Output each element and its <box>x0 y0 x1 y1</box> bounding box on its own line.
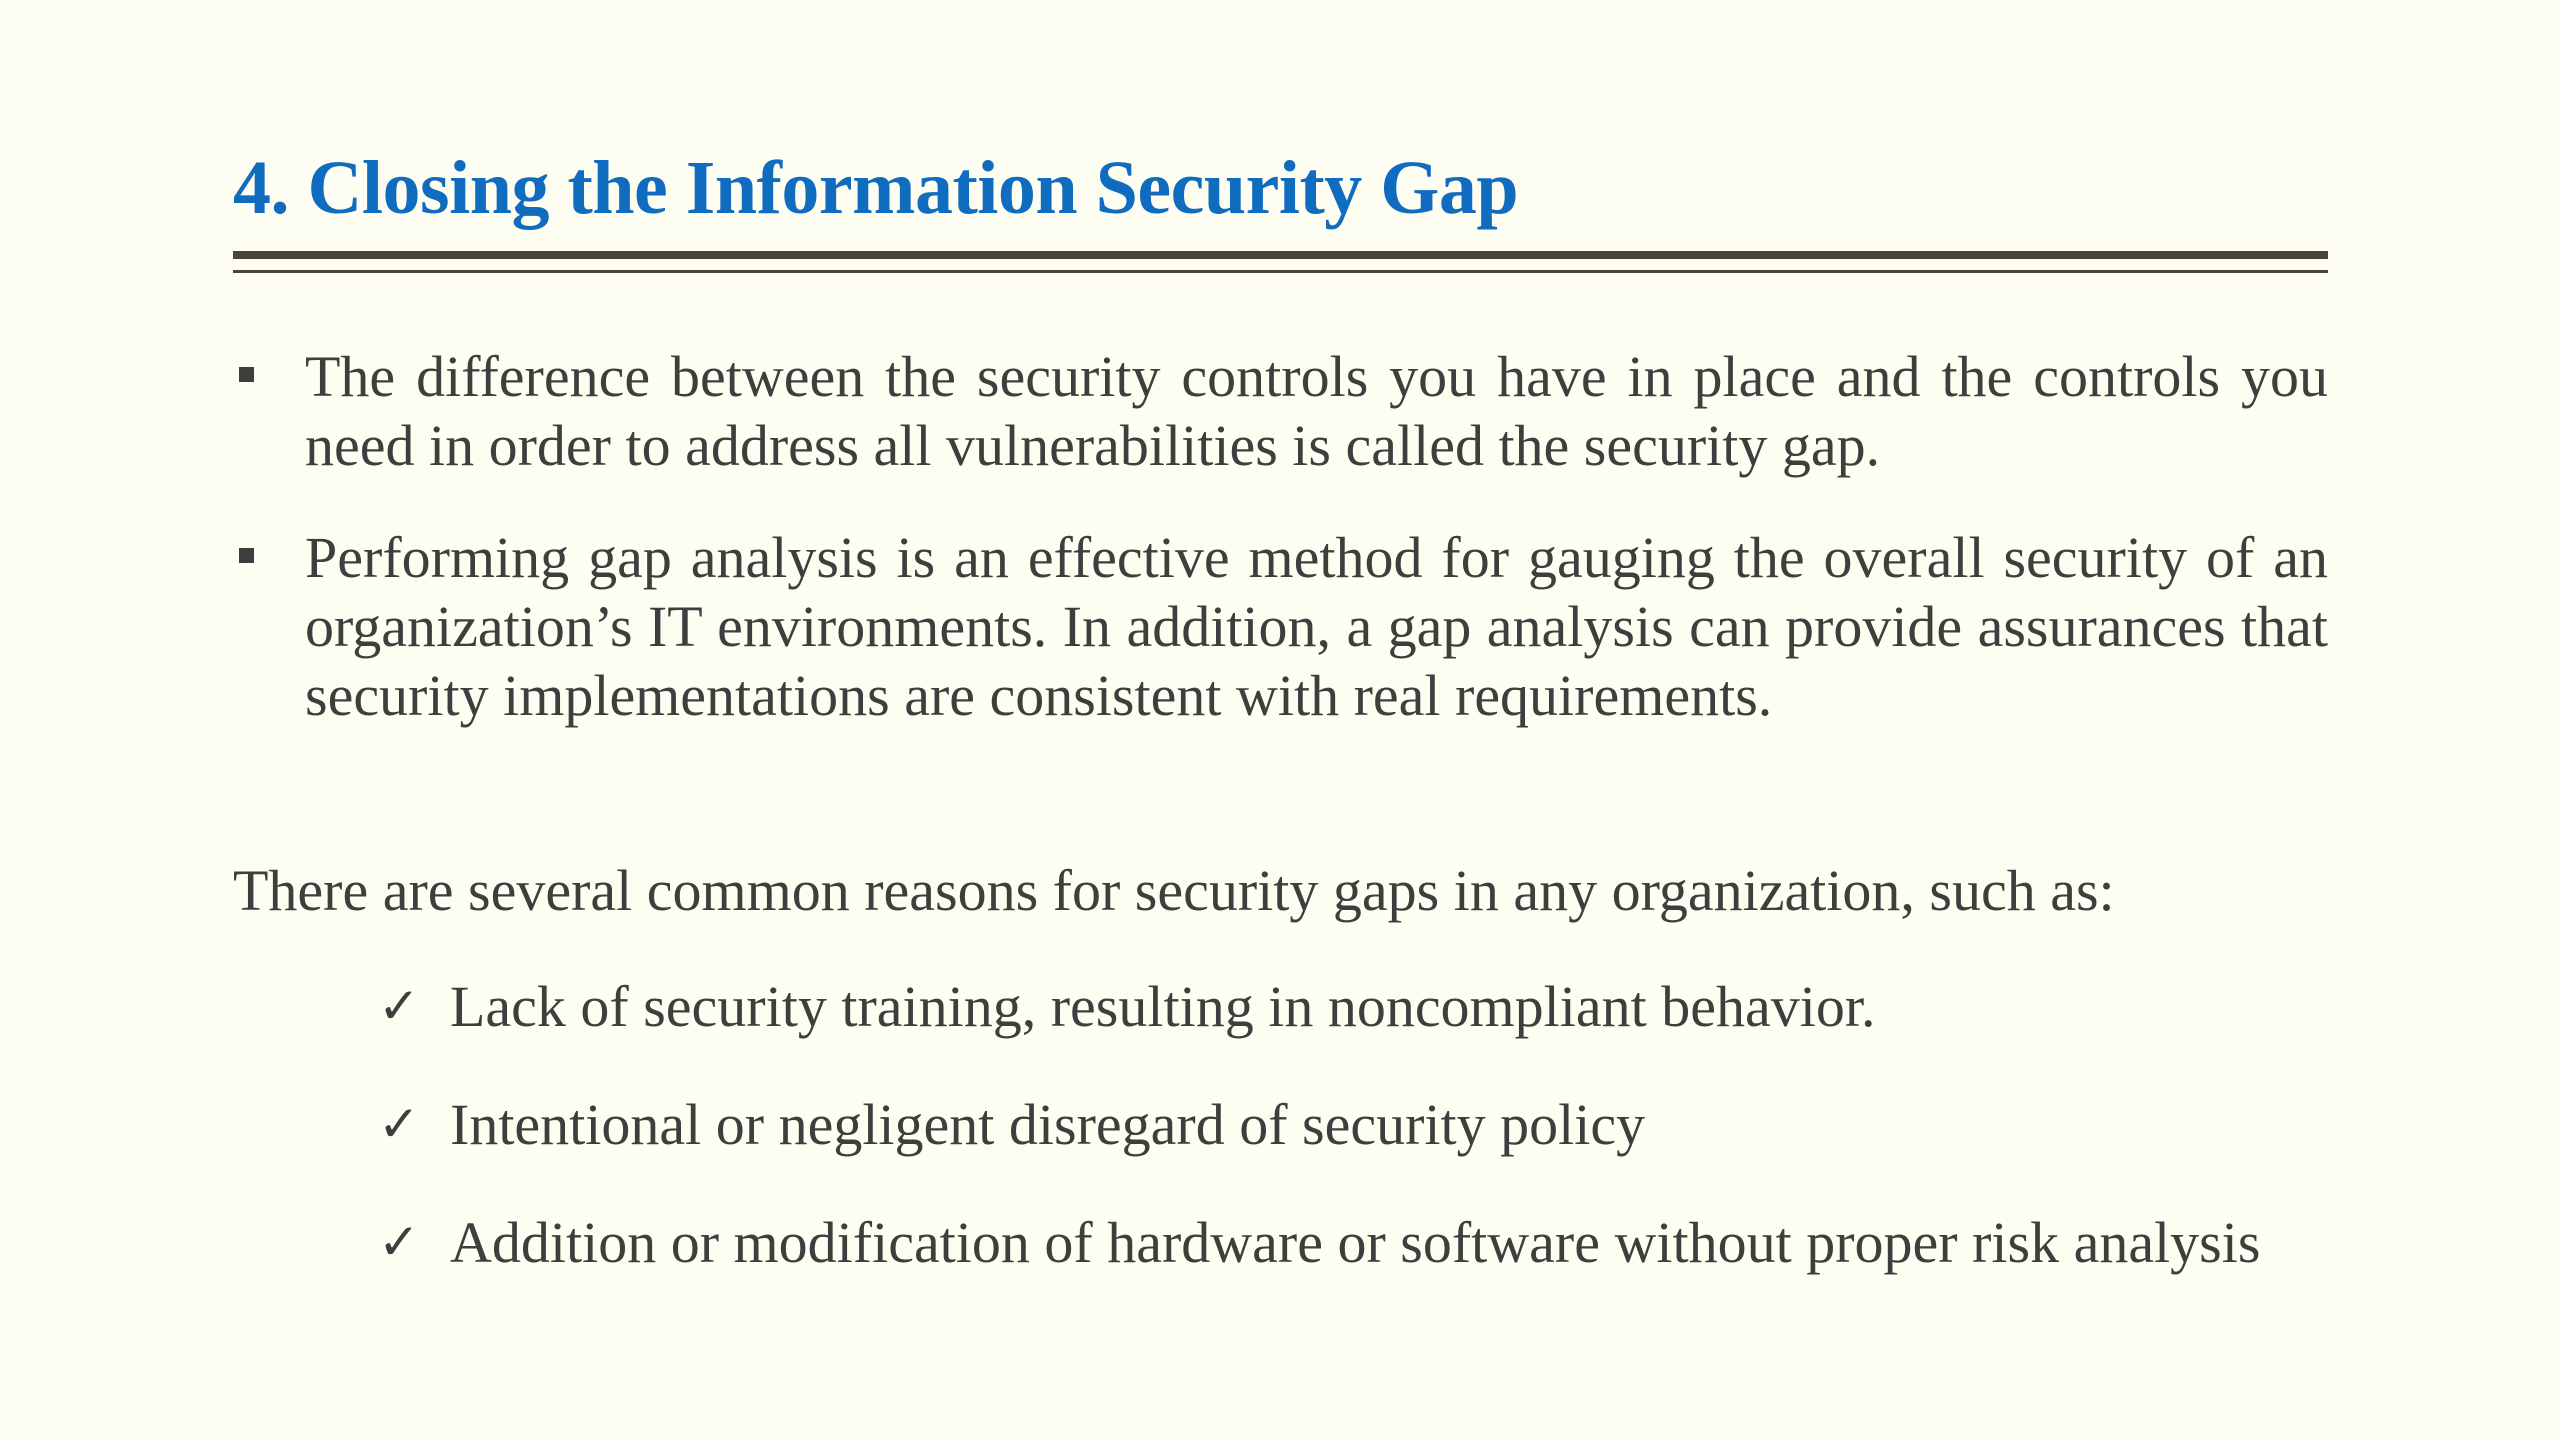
checklist-item <box>378 972 2328 1041</box>
bullet-item <box>233 342 2328 480</box>
title-rule-thick <box>233 251 2328 259</box>
reasons-checklist <box>378 972 2328 1326</box>
checkmark-icon: ✓ <box>378 1095 420 1153</box>
title-rule-thin <box>233 270 2328 273</box>
checkmark-icon: ✓ <box>378 977 420 1035</box>
square-bullet-icon <box>239 367 254 382</box>
bullet-text: Performing gap analysis is an effective method for gauging the overall security of an organization’s IT environments. In addition, a gap analysis can provide assurances that security implementations are consistent with real requirements. <box>305 525 2328 728</box>
checklist-text: Lack of security training, resulting in noncompliant behavior. <box>450 974 1876 1039</box>
reasons-intro: There are several common reasons for security gaps in any organization, such as: <box>233 858 2115 923</box>
bullet-list <box>233 342 2328 773</box>
bullet-item <box>233 523 2328 730</box>
bullet-text: The difference between the security controls you have in place and the controls you need in order to address all vulnerabilities is called the security gap. <box>305 344 2328 478</box>
slide-title: 4. Closing the Information Security Gap <box>233 146 1519 230</box>
checklist-text: Addition or modification of hardware or software without proper risk analysis <box>450 1210 2261 1275</box>
checklist-item <box>378 1208 2328 1277</box>
checklist-text: Intentional or negligent disregard of security policy <box>450 1092 1646 1157</box>
checklist-item <box>378 1090 2328 1159</box>
checkmark-icon: ✓ <box>378 1213 420 1271</box>
square-bullet-icon <box>239 548 254 563</box>
